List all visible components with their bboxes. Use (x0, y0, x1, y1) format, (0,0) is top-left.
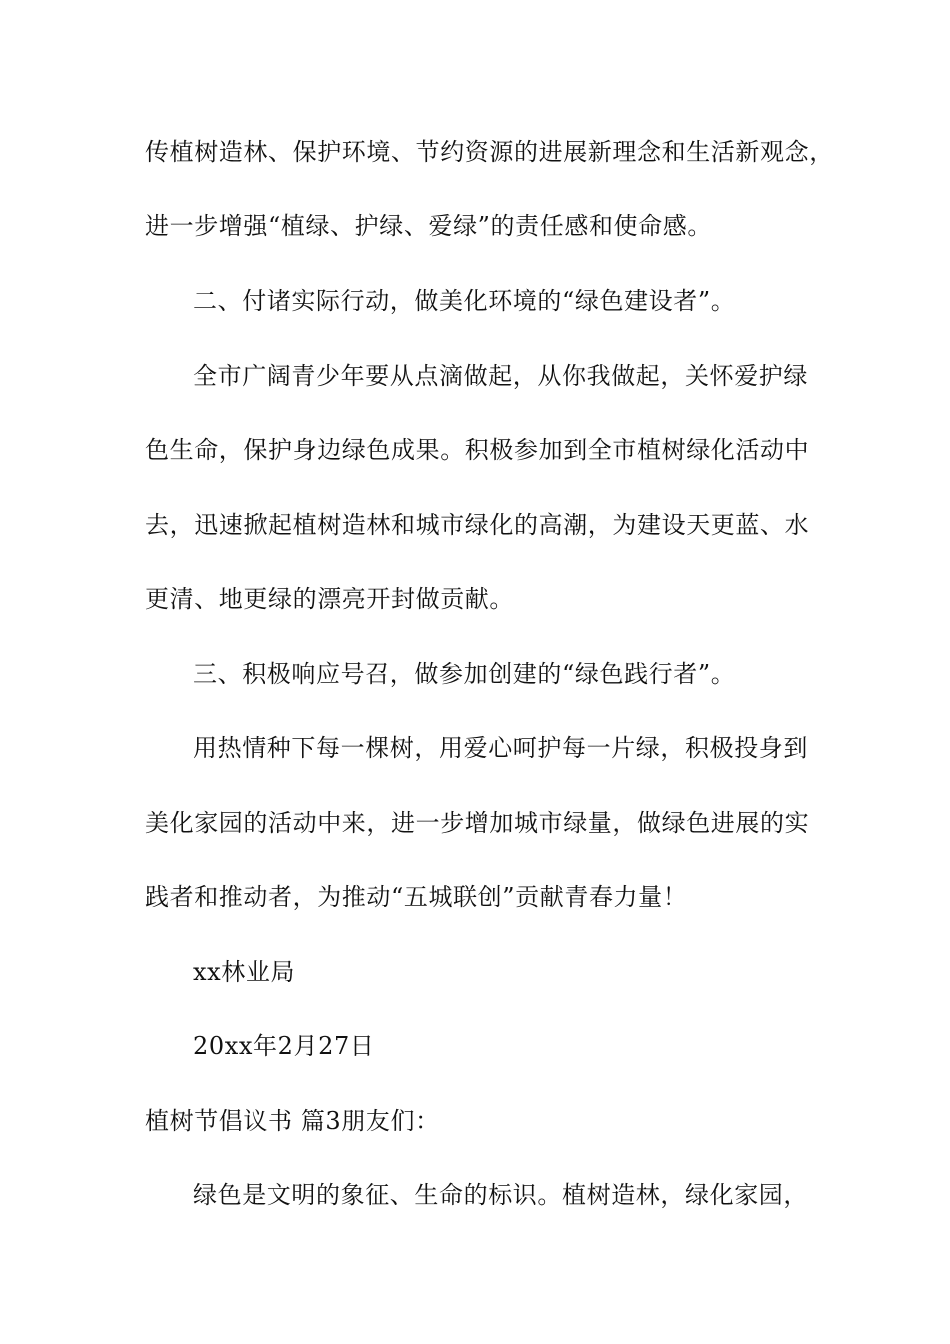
paragraph-line: 去，迅速掀起植树造林和城市绿化的高潮，为建设天更蓝、水 (145, 511, 810, 539)
section-heading-3: 三、积极响应号召，做参加创建的“绿色践行者”。 (193, 660, 736, 688)
paragraph-line: 美化家园的活动中来，进一步增加城市绿量，做绿色进展的实 (145, 809, 810, 837)
paragraph-line: 更清、地更绿的漂亮开封做贡献。 (145, 585, 514, 613)
paragraph-line: 色生命，保护身边绿色成果。积极参加到全市植树绿化活动中 (145, 436, 810, 464)
signature-date: 20xx年2月27日 (193, 1032, 375, 1060)
document-title: 植树节倡议书 篇3朋友们： (145, 1107, 440, 1135)
paragraph-line: 传植树造林、保护环境、节约资源的进展新理念和生活新观念， (145, 138, 834, 166)
paragraph-line: 践者和推动者，为推动“五城联创”贡献青春力量！ (145, 883, 688, 911)
section-heading-2: 二、付诸实际行动，做美化环境的“绿色建设者”。 (193, 287, 736, 315)
paragraph-line: 绿色是文明的象征、生命的标识。植树造林，绿化家园， (193, 1181, 808, 1209)
paragraph-line: 用热情种下每一棵树，用爱心呵护每一片绿，积极投身到 (193, 734, 808, 762)
signature-org: xx林业局 (193, 958, 296, 986)
paragraph-line: 全市广阔青少年要从点滴做起，从你我做起，关怀爱护绿 (193, 362, 808, 390)
paragraph-line: 进一步增强“植绿、护绿、爱绿”的责任感和使命感。 (145, 212, 712, 240)
